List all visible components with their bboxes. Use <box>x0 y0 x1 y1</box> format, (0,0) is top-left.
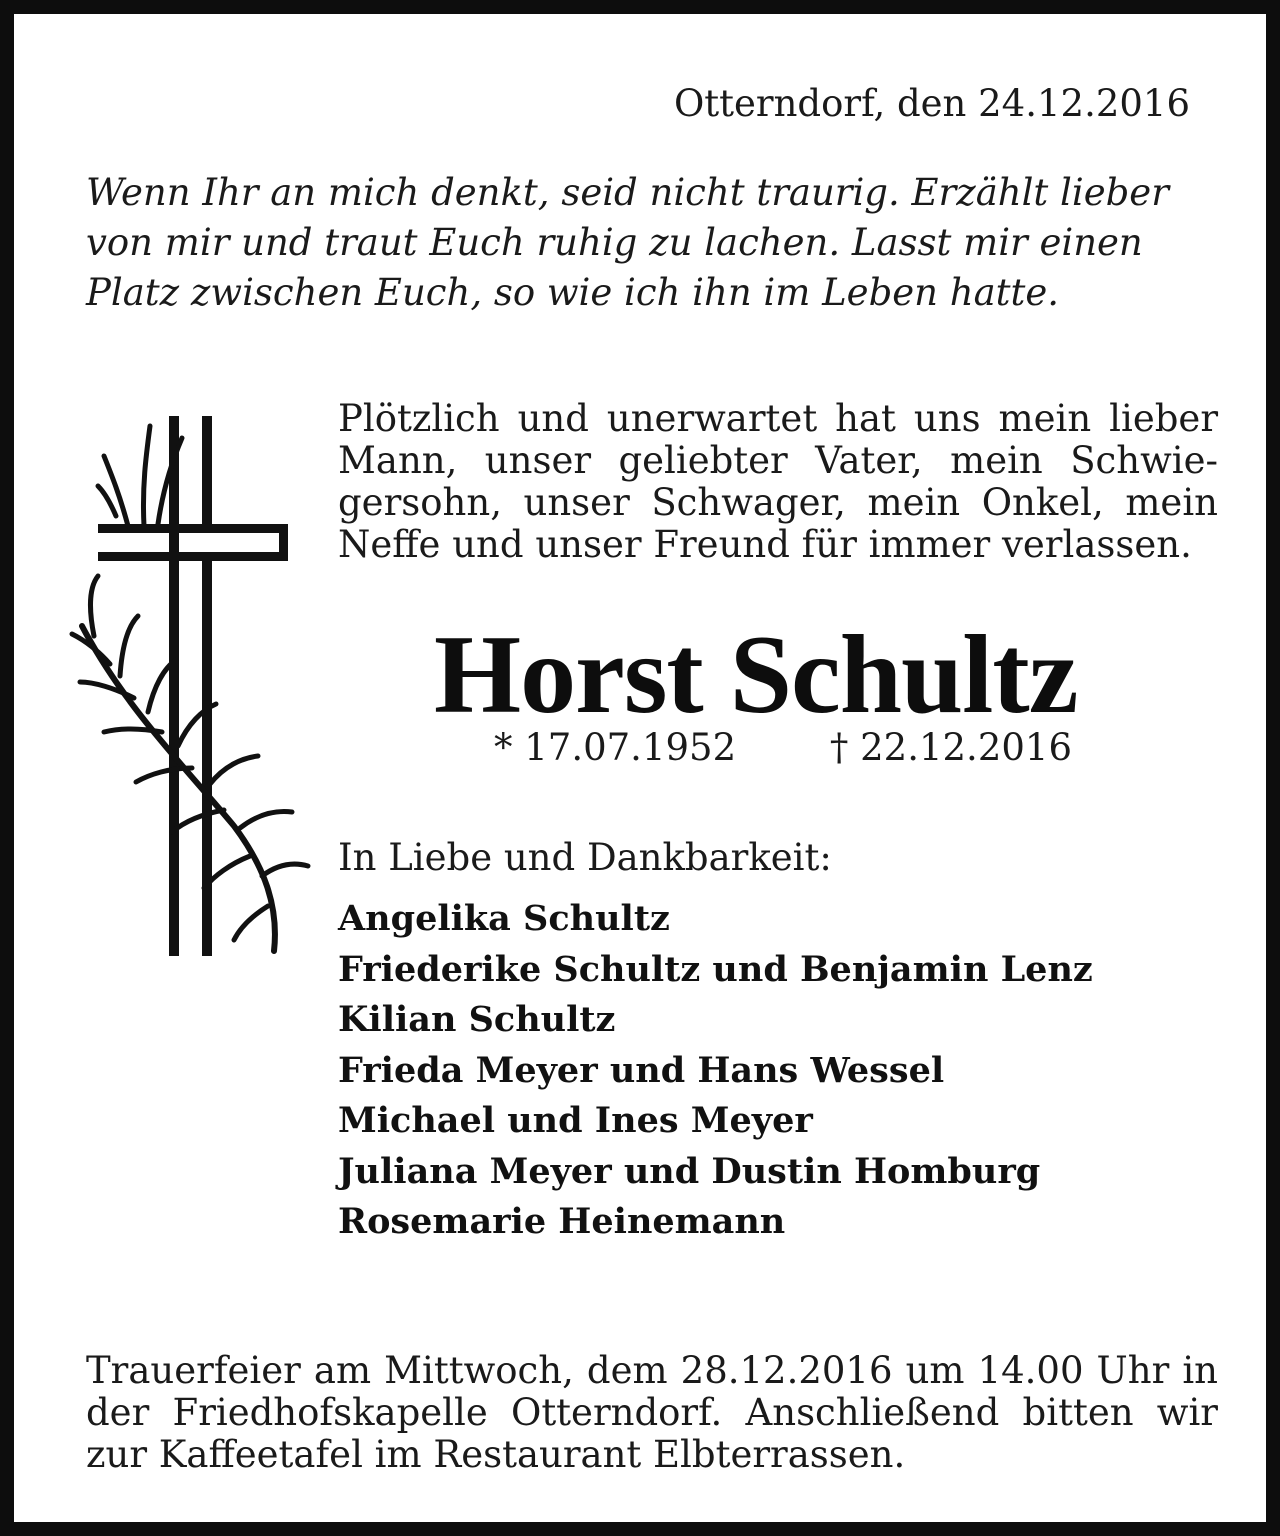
announcement-line: gersohn, unser Schwager, mein Onkel, mein <box>338 481 1218 524</box>
service-line: Trauerfeier am Mittwoch, dem 28.12.2016 um 14.00 Uhr in <box>86 1349 1218 1392</box>
announcement-text <box>338 398 1218 566</box>
mourners-list <box>338 894 1093 1248</box>
deceased-name: Horst Schultz <box>434 613 1078 737</box>
death-date: † 22.12.2016 <box>829 726 1072 769</box>
mourner-name: Kilian Schultz <box>338 999 616 1040</box>
announcement-line: Neffe und unser Freund für immer verlassen. <box>338 523 1192 566</box>
poem-line: Platz zwischen Euch, so wie ich ihn im Leben hatte. <box>86 271 1060 314</box>
poem-line: von mir und traut Euch ruhig zu lachen. Lasst mir einen <box>86 221 1143 264</box>
place-date: Otterndorf, den 24.12.2016 <box>673 82 1190 125</box>
mourner-name: Frieda Meyer und Hans Wessel <box>338 1049 945 1091</box>
announcement-line: Mann, unser geliebter Vater, mein Schwie- <box>338 439 1218 482</box>
announcement-line: Plötzlich und unerwartet hat uns mein lieber <box>338 397 1218 440</box>
poem-line: Wenn Ihr an mich denkt, seid nicht traurig. Erzählt lieber <box>86 171 1169 214</box>
mourner-name: Michael und Ines Meyer <box>338 1100 813 1141</box>
birth-date: * 17.07.1952 <box>494 726 737 769</box>
funeral-service-info <box>86 1350 1218 1476</box>
service-line: der Friedhofskapelle Otterndorf. Anschließend bitten wir <box>86 1391 1218 1434</box>
life-dates <box>494 726 1072 770</box>
mourners-intro: In Liebe und Dankbarkeit: <box>338 836 832 879</box>
mourner-name: Angelika Schultz <box>338 898 670 939</box>
mourner-name: Friederike Schultz und Benjamin Lenz <box>338 948 1093 990</box>
memorial-poem <box>86 168 1218 318</box>
mourner-name: Juliana Meyer und Dustin Homburg <box>338 1150 1041 1192</box>
mourner-name: Rosemarie Heinemann <box>338 1201 786 1242</box>
service-line: zur Kaffeetafel im Restaurant Elbterrassen. <box>86 1433 906 1476</box>
cross-with-palm-branch-icon <box>64 406 324 966</box>
